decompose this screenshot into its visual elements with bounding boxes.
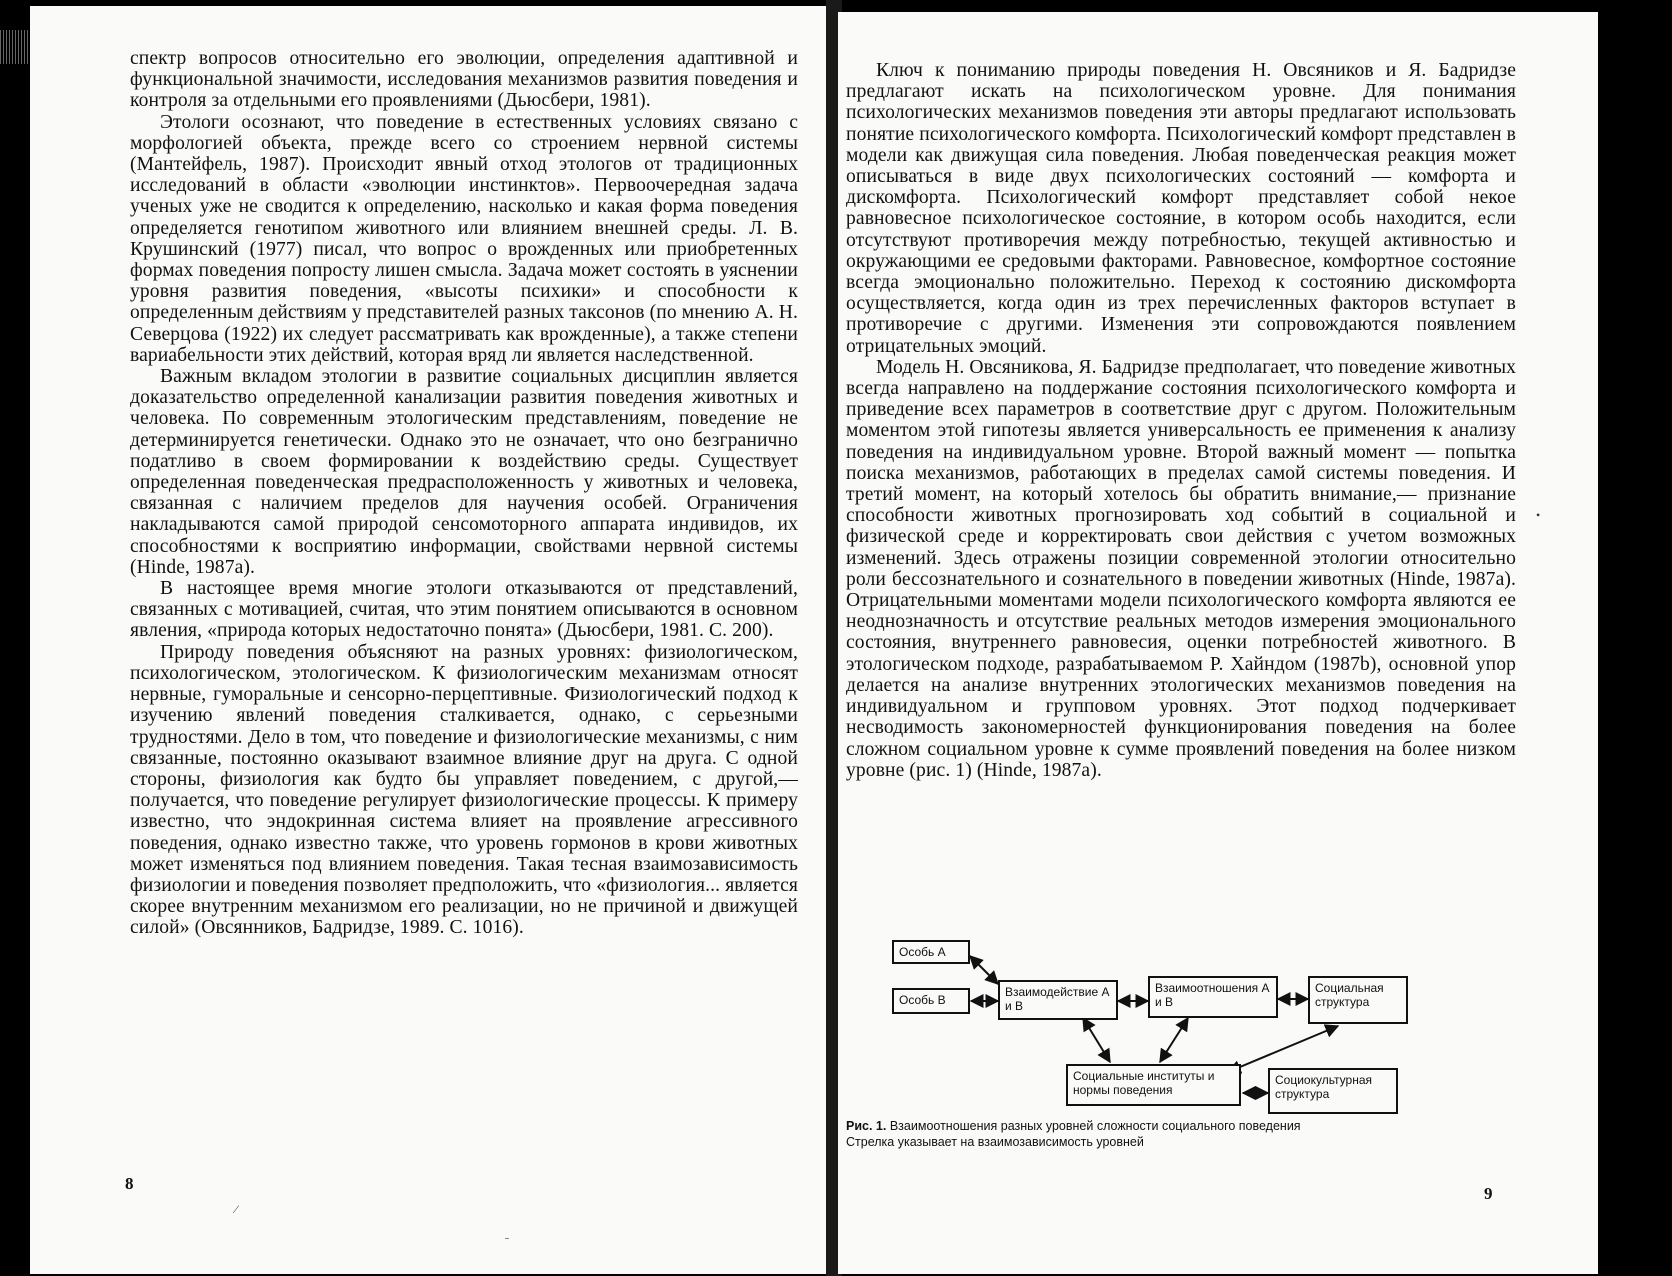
paragraph: В настоящее время многие этологи отказываются от представлений, связанных с мотивацией, считая, что этим понятием описываются в основном явления, «природа которых недостаточно понята» (Дьюсбери, 1981. С. 200). xyxy=(130,578,798,642)
page-number: 9 xyxy=(1484,1184,1493,1203)
paragraph: Ключ к пониманию природы поведения Н. Овсяников и Я. Бадридзе предлагают искать на психологическом уровне. Для понимания психологических механизмов поведения эти авторы предлагают использовать понятие психологического комфорта. Психологический комфорт представлен в модели как движущая сила поведения. Любая поведенческая реакция может описываться в виде двух психологических состояний — комфорта и дискомфорта. Психологический комфорт представляет собой некое равновесное психологическое состояние, в котором особь находится, если отсутствуют противоречия между потребностью, текущей активностью и окружающими ее средовыми факторами. Равновесное, комфортное состояние всегда эмоционально положительно. Переход к состоянию дискомфорта осуществляется, когда один из трех перечисленных факторов вступает в противоречие с другими. Изменения эти сопровождаются появлением отрицательных эмоций. xyxy=(846,60,1516,357)
box-relations: Взаимоотношения А и В xyxy=(1148,976,1278,1018)
paragraph: Модель Н. Овсяникова, Я. Бадридзе предполагает, что поведение животных всегда направлено на поддержание состояния психологического комфорта и приведение всех параметров в соответствие друг с другом. Положительным моментом этой гипотезы является универсальность ее применения к анализу поведения на индивидуальном уровне. Второй важный момент — попытка поиска механизмов, работающих в пределах самой системы поведения. И третий момент, на который хотелось бы обратить внимание,— признание способности животных прогнозировать ход событий в социальной и физической среде и корректировать свои действия с учетом возможных изменений. Здесь отражены позиции современной этологии относительно роли бессознательного и сознательного в поведении животных (Hinde, 1987a). Отрицательными моментами модели психологического комфорта являются ее неоднозначность и отсутствие реальных методов измерения эмоционального состояния, внутреннего равновесия, оценки потребностей животного. В этологическом подходе, разрабатываемом Р. Хайндом (1987b), основной упор делается на анализе внутренних этологических механизмов поведения на индивидуальном и групповом уровнях. Этот подход подчеркивает несводимость закономерностей функционирования поведения на более сложном социальном уровне к сумме проявлений поведения на более низком уровне (рис. 1) (Hinde, 1987a). xyxy=(846,356,1516,781)
right-page-text xyxy=(846,60,1516,781)
arrow-a-interaction xyxy=(970,956,998,984)
arrow-institutions-structure xyxy=(1228,1026,1338,1072)
paragraph: Этологи осознают, что поведение в естественных условиях связано с морфологией объекта, прежде всего со строением нервной системы (Мантейфель, 1987). Происходит явный отход этологов от традиционных исследований в области «эволюции инстинктов». Первоочередная задача ученых уже не сводится к определению, насколько и какая форма поведения определяется генотипом животного или влиянием внешней среды. Л. В. Крушинский (1977) писал, что вопрос о врожденных или приобретенных формах поведения попросту лишен смысла. Задача может состоять в уяснении уровня развития поведения, «высоты психики» и способности к определенным действиям у представителей разных таксонов (по мнению А. Н. Северцова (1922) их следует рассматривать как врожденные), а также степени вариабельности этих действий, которая вряд ли является наследственной. xyxy=(130,111,799,366)
page-number: 8 xyxy=(125,1174,134,1193)
box-sociocultural: Социокультурная структура xyxy=(1268,1068,1398,1114)
paragraph: Природу поведения объясняют на разных уровнях: физиологическом, психологическом, этологическом. К физиологическим механизмам относят нервные, гуморальные и сенсорно-перцептивные. Физиологический подход к изучению явлений поведения сталкивается, однако, с серьезными трудностями. Дело в том, что поведение и физиологические механизмы, с ним связанные, постоянно оказывают взаимное влияние друг на друга. С одной стороны, физиология как будто бы управляет поведением, с другой,— получается, что поведение регулирует физиологические процессы. К примеру известно, что эндокринная система влияет на проявление агрессивного поведения, однако известно также, что уровень гормонов в крови животных может изменяться под влиянием поведения. Такая тесная взаимозависимость физиологии и поведения позволяет предположить, что «физиология... является скорее внутренним механизмом его реализации, но не причиной и движущей силой» (Овсянников, Бадридзе, 1989. С. 1016). xyxy=(130,641,798,939)
box-osob-b: Особь В xyxy=(892,988,970,1014)
caption-label: Рис. 1. xyxy=(846,1119,887,1133)
left-page-text xyxy=(130,48,798,939)
scan-edge-mark xyxy=(0,30,28,64)
paragraph: Важным вкладом этологии в развитие социальных дисциплин является доказательство определенной канализации развития поведения животных и человека. По современным этологическим представлениям, поведение не детерминируется генетически. Однако это не означает, что оно безгранично податливо в своем формировании к воздействию среды. Существует определенная поведенческая предрасположенность у животных и человека, связанная с наличием пределов для научения особей. Ограничения накладываются самой природой сенсомоторного аппарата индивидов, их способностями к восприятию информации, свойствами нервной системы (Hinde, 1987a). xyxy=(130,366,798,578)
box-osob-a: Особь А xyxy=(892,940,970,964)
scan-smudge: ⁄ xyxy=(235,1202,238,1216)
box-social-structure: Социальная структура xyxy=(1308,976,1408,1024)
box-institutions: Социальные институты и нормы поведения xyxy=(1066,1064,1241,1106)
caption-note: Стрелка указывает на взаимозависимость уровней xyxy=(846,1135,1144,1149)
paragraph: спектр вопросов относительно его эволюции, определения адаптивной и функциональной значимости, исследования механизмов развития поведения и контроля за отдельными его проявлениями (Дьюсбери, 1981). xyxy=(130,48,798,112)
scan-smudge: • xyxy=(1536,508,1541,522)
right-page xyxy=(838,12,1598,1274)
caption-title: Взаимоотношения разных уровней сложности социального поведения xyxy=(889,1119,1301,1133)
scan-smudge: ˉ xyxy=(505,1234,509,1248)
left-page xyxy=(30,6,830,1274)
arrow-relations-institutions xyxy=(1160,1018,1188,1062)
arrow-interaction-institutions xyxy=(1083,1018,1110,1062)
box-interaction: Взаимодействие А и В xyxy=(998,980,1118,1020)
figure-caption xyxy=(846,1118,1516,1150)
figure-diagram xyxy=(888,912,1428,1122)
